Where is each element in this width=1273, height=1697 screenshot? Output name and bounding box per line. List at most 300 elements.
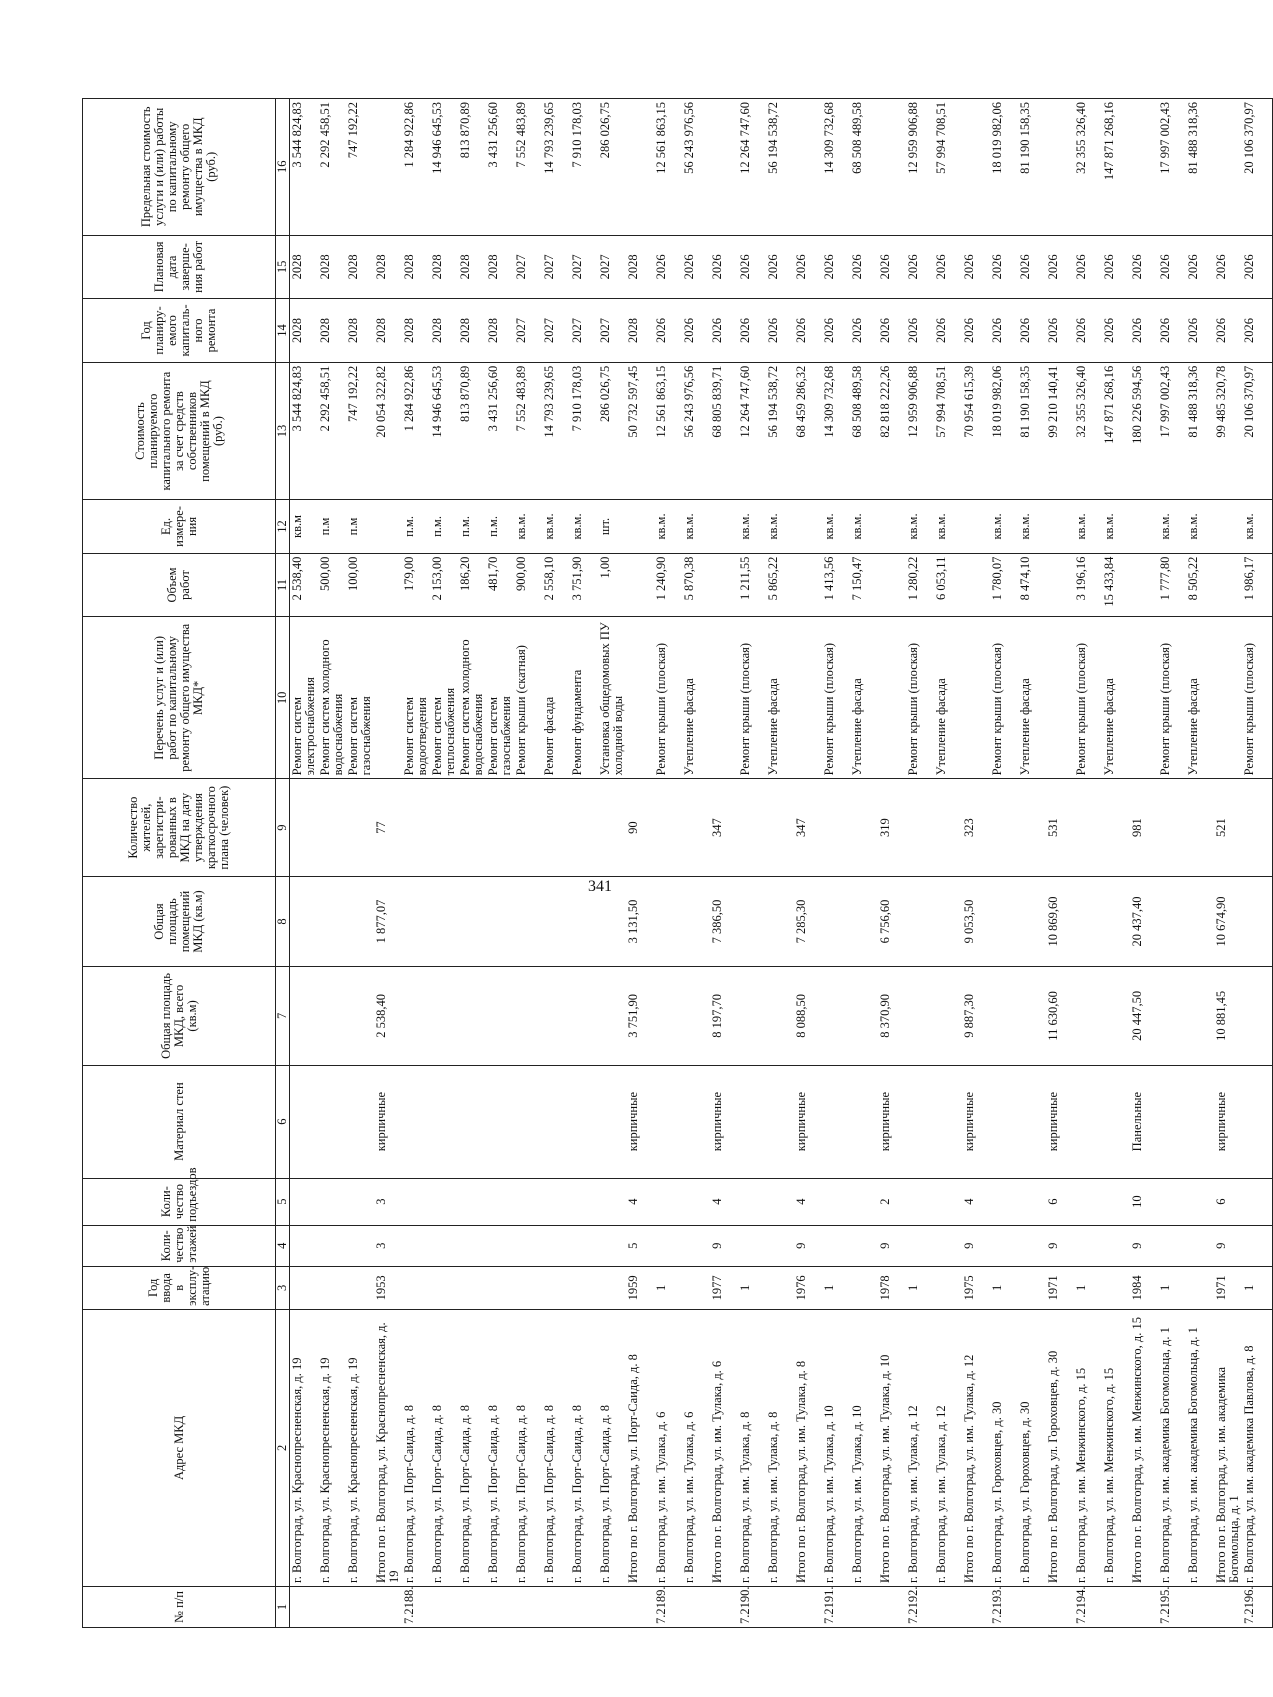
column-header-13: Стоимость планируемого капитального ремонта за счет средств собственников помещений в МКД (руб.) — [83, 362, 276, 500]
table-cell: кв.м. — [514, 513, 528, 540]
table-cell — [1131, 102, 1159, 232]
table-cell: Панельные — [1130, 1091, 1144, 1152]
table-cell — [963, 620, 991, 775]
table-cell: Ремонт систем водоотведения — [402, 696, 429, 776]
table-cell: 57 994 708,51 — [934, 365, 948, 438]
table-cell: г. Волгоград, ул. им. Тулака, д. 10 — [822, 1405, 836, 1583]
column-header-9: Количество жителей, зарегистри-рованных в МКД на дату утверждения краткосрочного плана (человек) — [83, 779, 276, 876]
table-cell: кв.м. — [1242, 513, 1256, 540]
table-cell — [767, 1069, 795, 1175]
table-cell — [431, 880, 459, 963]
table-cell: 2028 — [458, 254, 472, 280]
table-cell: 7.2192. — [906, 1586, 920, 1624]
column-number-1: 1 — [276, 1586, 290, 1627]
table-cell: Утепление фасада — [682, 678, 696, 776]
table-cell: кирпичные — [1046, 1091, 1060, 1152]
table-cell — [403, 1182, 431, 1222]
table-cell: 2026 — [990, 254, 1004, 280]
table-cell: г. Волгоград, ул. им. Менжинского, д. 15 — [1074, 1367, 1088, 1583]
page-number: 341 — [588, 878, 612, 895]
table-cell: 2 153,00 — [430, 556, 444, 601]
table-cell — [655, 782, 683, 872]
table-cell: кв.м. — [738, 513, 752, 540]
column-cells-10 — [290, 617, 1273, 779]
table-cell — [1075, 1229, 1103, 1263]
table-cell — [319, 1590, 347, 1624]
table-cell: 2026 — [710, 318, 724, 343]
table-cell: 8 474,10 — [1018, 556, 1032, 601]
table-cell: 2026 — [1074, 254, 1088, 280]
table-cell: 2027 — [598, 254, 612, 280]
table-cell: кв.м. — [542, 513, 556, 540]
table-cell: Итого по г. Волгоград, ул. им. Тулака, д. 6 — [710, 1360, 724, 1583]
column-header-16: Предельная стоимость услуги и (или) работы по капитальному ремонту общего имущества в МКД (руб.) — [83, 99, 276, 236]
table-cell — [935, 1590, 963, 1624]
table-cell — [991, 1069, 1019, 1175]
table-cell: 1 — [654, 1284, 668, 1291]
column-number-12: 12 — [276, 500, 290, 553]
table-cell: 2 292 458,51 — [318, 365, 332, 432]
table-cell — [1187, 782, 1215, 872]
table-cell — [1103, 1182, 1131, 1222]
table-cell: 2026 — [906, 254, 920, 280]
table-cell — [319, 1270, 347, 1306]
table-cell — [543, 880, 571, 963]
column-header-12: Ед. измере-ния — [83, 500, 276, 553]
table-cell: Утепление фасада — [766, 678, 780, 776]
table-cell — [487, 1270, 515, 1306]
table-cell — [739, 970, 767, 1062]
table-cell: г. Волгоград, ул. Порт-Саида, д. 8 — [542, 1404, 556, 1583]
column-number-6: 6 — [276, 1065, 290, 1178]
table-cell — [459, 1182, 487, 1222]
table-cell: Ремонт крыши (плоская) — [990, 642, 1004, 776]
table-cell — [627, 102, 655, 232]
table-cell: Итого по г. Волгоград, ул. им. Тулака, д. 8 — [794, 1360, 808, 1583]
table-cell: 521 — [1214, 818, 1228, 838]
table-cell — [711, 102, 739, 232]
table-cell — [991, 1182, 1019, 1222]
table-cell: Установка общедомовых ПУ холодной воды — [598, 622, 625, 776]
table-cell: кв.м — [290, 514, 304, 538]
table-cell — [1159, 970, 1187, 1062]
table-cell — [1075, 970, 1103, 1062]
table-cell: 20 106 370,97 — [1242, 102, 1256, 174]
table-cell: 7 552 483,89 — [514, 365, 528, 432]
table-cell: г. Волгоград, ул. им. академика Павлова, д. 8 — [1242, 1345, 1256, 1583]
table-cell: 5 870,38 — [682, 556, 696, 601]
table-cell: 2026 — [682, 318, 696, 343]
table-cell: 14 946 645,53 — [430, 365, 444, 438]
table-cell — [823, 1229, 851, 1263]
table-cell: 2026 — [682, 254, 696, 280]
table-cell: 2026 — [1214, 318, 1228, 343]
table-cell: 7 552 483,89 — [514, 102, 528, 168]
table-cell: 1,00 — [598, 556, 612, 579]
table-cell: 4 — [626, 1198, 640, 1205]
table-cell: п.м. — [486, 516, 500, 537]
table-cell — [907, 1069, 935, 1175]
table-cell: г. Волгоград, ул. Порт-Саида, д. 8 — [486, 1404, 500, 1583]
table-cell — [431, 1270, 459, 1306]
table-cell: 2028 — [346, 318, 360, 343]
table-cell — [795, 102, 823, 232]
table-cell — [431, 1069, 459, 1175]
table-cell — [347, 880, 375, 963]
table-cell: 2028 — [486, 254, 500, 280]
table-cell: Ремонт крыши (скатная) — [514, 645, 528, 776]
column-number-15: 15 — [276, 235, 290, 299]
table-cell — [935, 1069, 963, 1175]
table-cell: г. Волгоград, ул. им. Тулака, д. 8 — [738, 1411, 752, 1583]
table-cell — [599, 1270, 627, 1306]
table-cell: 14 309 732,68 — [822, 365, 836, 438]
table-cell — [431, 1182, 459, 1222]
table-cell: 2027 — [514, 318, 528, 343]
table-cell — [431, 970, 459, 1062]
table-cell — [991, 782, 1019, 872]
table-cell: 12 264 747,60 — [738, 102, 752, 174]
table-cell: 2026 — [738, 254, 752, 280]
table-cell — [515, 1182, 543, 1222]
table-cell: Итого по г. Волгоград, ул. Краснопресненская, д. 19 — [374, 1322, 401, 1583]
table-cell — [767, 782, 795, 872]
table-header-row — [83, 99, 276, 1628]
table-cell: Ремонт фасада — [542, 696, 556, 776]
table-cell — [1187, 1069, 1215, 1175]
table-cell: 2028 — [318, 254, 332, 280]
table-cell — [683, 782, 711, 872]
table-cell: Итого по г. Волгоград, ул. им. Тулака, д. 12 — [962, 1354, 976, 1583]
table-cell: г. Волгоград, ул. Гороховцев, д. 30 — [1018, 1401, 1032, 1583]
table-cell: г. Волгоград, ул. Порт-Саида, д. 8 — [570, 1404, 584, 1583]
table-cell: 1 780,07 — [990, 556, 1004, 601]
table-cell — [515, 782, 543, 872]
table-cell — [571, 1590, 599, 1624]
table-cell: кв.м. — [1018, 513, 1032, 540]
table-cell: 81 488 318,36 — [1186, 365, 1200, 438]
table-cell: Ремонт фундамента — [570, 669, 584, 776]
table-cell: 186,20 — [458, 556, 472, 592]
table-cell: 1 — [1158, 1284, 1172, 1291]
table-cell — [375, 503, 403, 549]
table-cell: 7.2195. — [1158, 1586, 1172, 1624]
table-cell — [375, 557, 403, 614]
table-cell — [1159, 880, 1187, 963]
table-cell: 81 190 158,35 — [1018, 365, 1032, 438]
table-cell: 81 488 318,36 — [1186, 102, 1200, 174]
table-cell — [823, 782, 851, 872]
table-cell: 12 959 906,88 — [906, 365, 920, 438]
table-cell — [851, 1069, 879, 1175]
table-cell — [515, 1590, 543, 1624]
column-header-7: Общая площадь МКД, всего (кв.м) — [83, 967, 276, 1066]
column-cells-15 — [290, 235, 1273, 299]
table-cell: г. Волгоград, ул. Порт-Саида, д. 8 — [402, 1404, 416, 1583]
column-number-row — [276, 99, 290, 1628]
table-cell: 2028 — [346, 254, 360, 280]
table-cell: 7.2189. — [654, 1586, 668, 1624]
table-cell — [291, 1590, 319, 1624]
table-cell: г. Волгоград, ул. Гороховцев, д. 30 — [990, 1401, 1004, 1583]
table-cell: 1 211,55 — [738, 556, 752, 600]
table-cell: 99 210 140,41 — [1046, 365, 1060, 438]
column-number-8: 8 — [276, 876, 290, 966]
table-cell: Ремонт систем газоснабжения — [486, 696, 513, 776]
table-cell: г. Волгоград, ул. Краснопресненская, д. 19 — [318, 1357, 332, 1583]
column-number-3: 3 — [276, 1266, 290, 1309]
table-cell: 56 243 976,56 — [682, 365, 696, 438]
table-cell: 2026 — [1242, 318, 1256, 343]
table-cell: 100,00 — [346, 556, 360, 592]
table-cell: 9 — [1046, 1242, 1060, 1249]
column-header-2: Адрес МКД — [83, 1309, 276, 1586]
table-cell: 2027 — [570, 254, 584, 280]
table-cell: 2026 — [1102, 254, 1116, 280]
table-cell — [319, 970, 347, 1062]
table-cell — [1103, 1069, 1131, 1175]
table-cell: 1 777,80 — [1158, 556, 1172, 601]
column-header-4: Коли-чество этажей — [83, 1225, 276, 1266]
column-header-15: Плановая дата заверше-ния работ — [83, 235, 276, 299]
table-cell: 500,00 — [318, 556, 332, 592]
table-cell: кв.м. — [906, 513, 920, 540]
table-cell: 2028 — [374, 318, 388, 343]
table-cell: 9 — [794, 1242, 808, 1249]
table-cell — [851, 1590, 879, 1624]
table-cell: 2028 — [486, 318, 500, 343]
table-cell: 747 192,22 — [346, 102, 360, 159]
table-cell — [935, 1270, 963, 1306]
table-cell: 1 413,56 — [822, 556, 836, 601]
table-cell: 2026 — [738, 318, 752, 343]
table-cell — [935, 1229, 963, 1263]
table-cell: 2 538,40 — [290, 556, 304, 601]
table-cell: 68 508 489,58 — [850, 102, 864, 174]
table-cell: кв.м. — [570, 513, 584, 540]
table-cell: 56 194 538,72 — [766, 102, 780, 174]
table-cell — [403, 970, 431, 1062]
table-cell: 2026 — [710, 254, 724, 280]
table-cell: 2026 — [850, 254, 864, 280]
table-cell: 12 264 747,60 — [738, 365, 752, 438]
table-cell — [739, 1182, 767, 1222]
table-cell: 1 284 922,86 — [402, 365, 416, 432]
table-cell — [907, 1182, 935, 1222]
table-cell: 2027 — [514, 254, 528, 280]
table-cell: 6 053,11 — [934, 556, 948, 600]
table-cell — [1103, 1270, 1131, 1306]
table-cell — [1047, 503, 1075, 549]
table-cell: 286 026,75 — [598, 102, 612, 159]
table-cell — [823, 1182, 851, 1222]
table-cell — [1103, 880, 1131, 963]
table-cell — [1215, 102, 1243, 232]
table-cell: кв.м. — [1158, 513, 1172, 540]
table-cell — [1187, 1270, 1215, 1306]
table-cell: 319 — [878, 818, 892, 838]
table-cell — [991, 970, 1019, 1062]
table-cell — [347, 970, 375, 1062]
table-cell: 32 355 326,40 — [1074, 102, 1088, 174]
table-cell: п.м — [346, 517, 360, 536]
table-cell — [851, 782, 879, 872]
table-cell: 2026 — [1158, 318, 1172, 343]
table-cell — [627, 557, 655, 614]
table-cell: кв.м. — [654, 513, 668, 540]
table-cell: 1976 — [794, 1275, 808, 1301]
table-cell: 1 280,22 — [906, 556, 920, 601]
table-cell: 1 — [738, 1284, 752, 1291]
table-cell — [319, 1229, 347, 1263]
table-cell: 57 994 708,51 — [934, 102, 948, 174]
table-cell: 1959 — [626, 1275, 640, 1301]
column-cells-1 — [290, 1586, 1273, 1627]
table-cell — [459, 1270, 487, 1306]
table-cell: 1 240,90 — [654, 556, 668, 601]
table-cell — [543, 1182, 571, 1222]
table-cell — [1103, 970, 1131, 1062]
table-cell: 7 150,47 — [850, 556, 864, 601]
table-cell: Утепление фасада — [1018, 678, 1032, 776]
column-cells-6 — [290, 1065, 1273, 1178]
table-cell: Итого по г. Волгоград, ул. Порт-Саида, д. 8 — [626, 1354, 640, 1583]
table-cell: 2028 — [458, 318, 472, 343]
table-cell: 14 793 239,65 — [542, 365, 556, 438]
table-cell: 323 — [962, 818, 976, 838]
table-cell — [963, 1590, 991, 1624]
table-cell — [851, 1229, 879, 1263]
table-cell — [319, 782, 347, 872]
table-cell: 2028 — [290, 254, 304, 280]
table-cell — [403, 1270, 431, 1306]
table-cell: шт. — [598, 517, 612, 536]
table-cell — [711, 620, 739, 775]
column-header-3: Год ввода в эксплу-атацию — [83, 1266, 276, 1309]
table-cell: 1977 — [710, 1275, 724, 1301]
table-cell — [1243, 880, 1271, 963]
table-cell: 8 505,22 — [1186, 556, 1200, 601]
table-cell — [1047, 620, 1075, 775]
table-cell — [1243, 782, 1271, 872]
table-cell — [1187, 880, 1215, 963]
table-cell: 2026 — [878, 318, 892, 343]
table-cell: 2026 — [654, 318, 668, 343]
table-cell — [627, 1590, 655, 1624]
table-cell: 2026 — [1186, 318, 1200, 343]
table-cell: кирпичные — [374, 1091, 388, 1152]
column-cells-7 — [290, 967, 1273, 1066]
table-cell — [711, 1590, 739, 1624]
table-cell: 1971 — [1214, 1275, 1228, 1301]
table-cell: 4 — [710, 1198, 724, 1205]
table-cell: 5 — [626, 1242, 640, 1249]
table-cell — [767, 1229, 795, 1263]
table-cell — [683, 1182, 711, 1222]
table-cell — [1243, 1069, 1271, 1175]
table-cell — [1047, 102, 1075, 232]
table-cell: 81 190 158,35 — [1018, 102, 1032, 174]
table-cell — [1047, 557, 1075, 614]
table-cell: 9 — [1214, 1242, 1228, 1249]
table-cell: 56 243 976,56 — [682, 102, 696, 174]
table-cell: Ремонт систем электроснабжения — [290, 677, 317, 776]
column-cells-9 — [290, 779, 1273, 876]
table-cell — [599, 1069, 627, 1175]
table-cell — [571, 782, 599, 872]
table-cell: 7 285,30 — [794, 899, 808, 944]
table-cell: Ремонт систем теплоснабжения — [430, 687, 457, 776]
table-cell — [515, 880, 543, 963]
table-cell: п.м. — [458, 516, 472, 537]
table-cell — [291, 1182, 319, 1222]
table-cell — [739, 782, 767, 872]
table-cell: 2026 — [878, 254, 892, 280]
table-cell — [655, 1182, 683, 1222]
table-cell: 2026 — [794, 254, 808, 280]
table-cell — [291, 1229, 319, 1263]
table-cell: 7 910 178,03 — [570, 102, 584, 168]
table-cell: Ремонт систем холодного водоснабжения — [458, 639, 485, 776]
table-cell: 1 — [906, 1284, 920, 1291]
table-cell: г. Волгоград, ул. им. Тулака, д. 6 — [682, 1411, 696, 1583]
table-cell — [347, 1229, 375, 1263]
table-cell: г. Волгоград, ул. им. академика Богомольца, д. 1 — [1158, 1327, 1172, 1583]
table-cell — [347, 1590, 375, 1624]
table-cell — [375, 1590, 403, 1624]
table-cell — [1131, 503, 1159, 549]
table-cell — [291, 1069, 319, 1175]
table-cell — [571, 880, 599, 963]
column-cells-3 — [290, 1266, 1273, 1309]
table-cell: кв.м. — [1074, 513, 1088, 540]
table-cell: 3 131,50 — [626, 899, 640, 944]
table-cell — [767, 970, 795, 1062]
table-cell: 2026 — [962, 254, 976, 280]
table-cell: кв.м. — [934, 513, 948, 540]
column-header-10: Перечень услуг и (или) работ по капитальному ремонту общего имущества МКД* — [83, 617, 276, 779]
table-cell — [403, 782, 431, 872]
table-cell — [543, 1069, 571, 1175]
table-cell: 3 — [374, 1198, 388, 1205]
table-cell: 2028 — [374, 254, 388, 280]
table-cell — [879, 557, 907, 614]
table-cell — [1075, 782, 1103, 872]
table-cell — [515, 970, 543, 1062]
table-cell — [1075, 1069, 1103, 1175]
table-cell: 2026 — [1046, 254, 1060, 280]
table-cell: 9 — [710, 1242, 724, 1249]
table-cell: г. Волгоград, ул. Порт-Саида, д. 8 — [514, 1404, 528, 1583]
table-cell: 2028 — [318, 318, 332, 343]
table-cell: 32 355 326,40 — [1074, 365, 1088, 438]
table-row — [290, 99, 1273, 1628]
table-cell — [1019, 970, 1047, 1062]
table-cell — [1131, 557, 1159, 614]
table-cell — [823, 970, 851, 1062]
rotated-table-wrapper — [82, 98, 1256, 1628]
table-cell: Ремонт систем холодного водоснабжения — [318, 639, 345, 776]
table-cell — [403, 880, 431, 963]
table-cell: 3 751,90 — [570, 556, 584, 601]
table-cell — [767, 1270, 795, 1306]
table-cell: 7.2196. — [1242, 1586, 1256, 1624]
table-cell: Ремонт крыши (плоская) — [1158, 642, 1172, 776]
table-cell — [907, 782, 935, 872]
table-cell — [431, 1590, 459, 1624]
table-cell: 2 558,10 — [542, 556, 556, 601]
table-cell: 56 194 538,72 — [766, 365, 780, 438]
